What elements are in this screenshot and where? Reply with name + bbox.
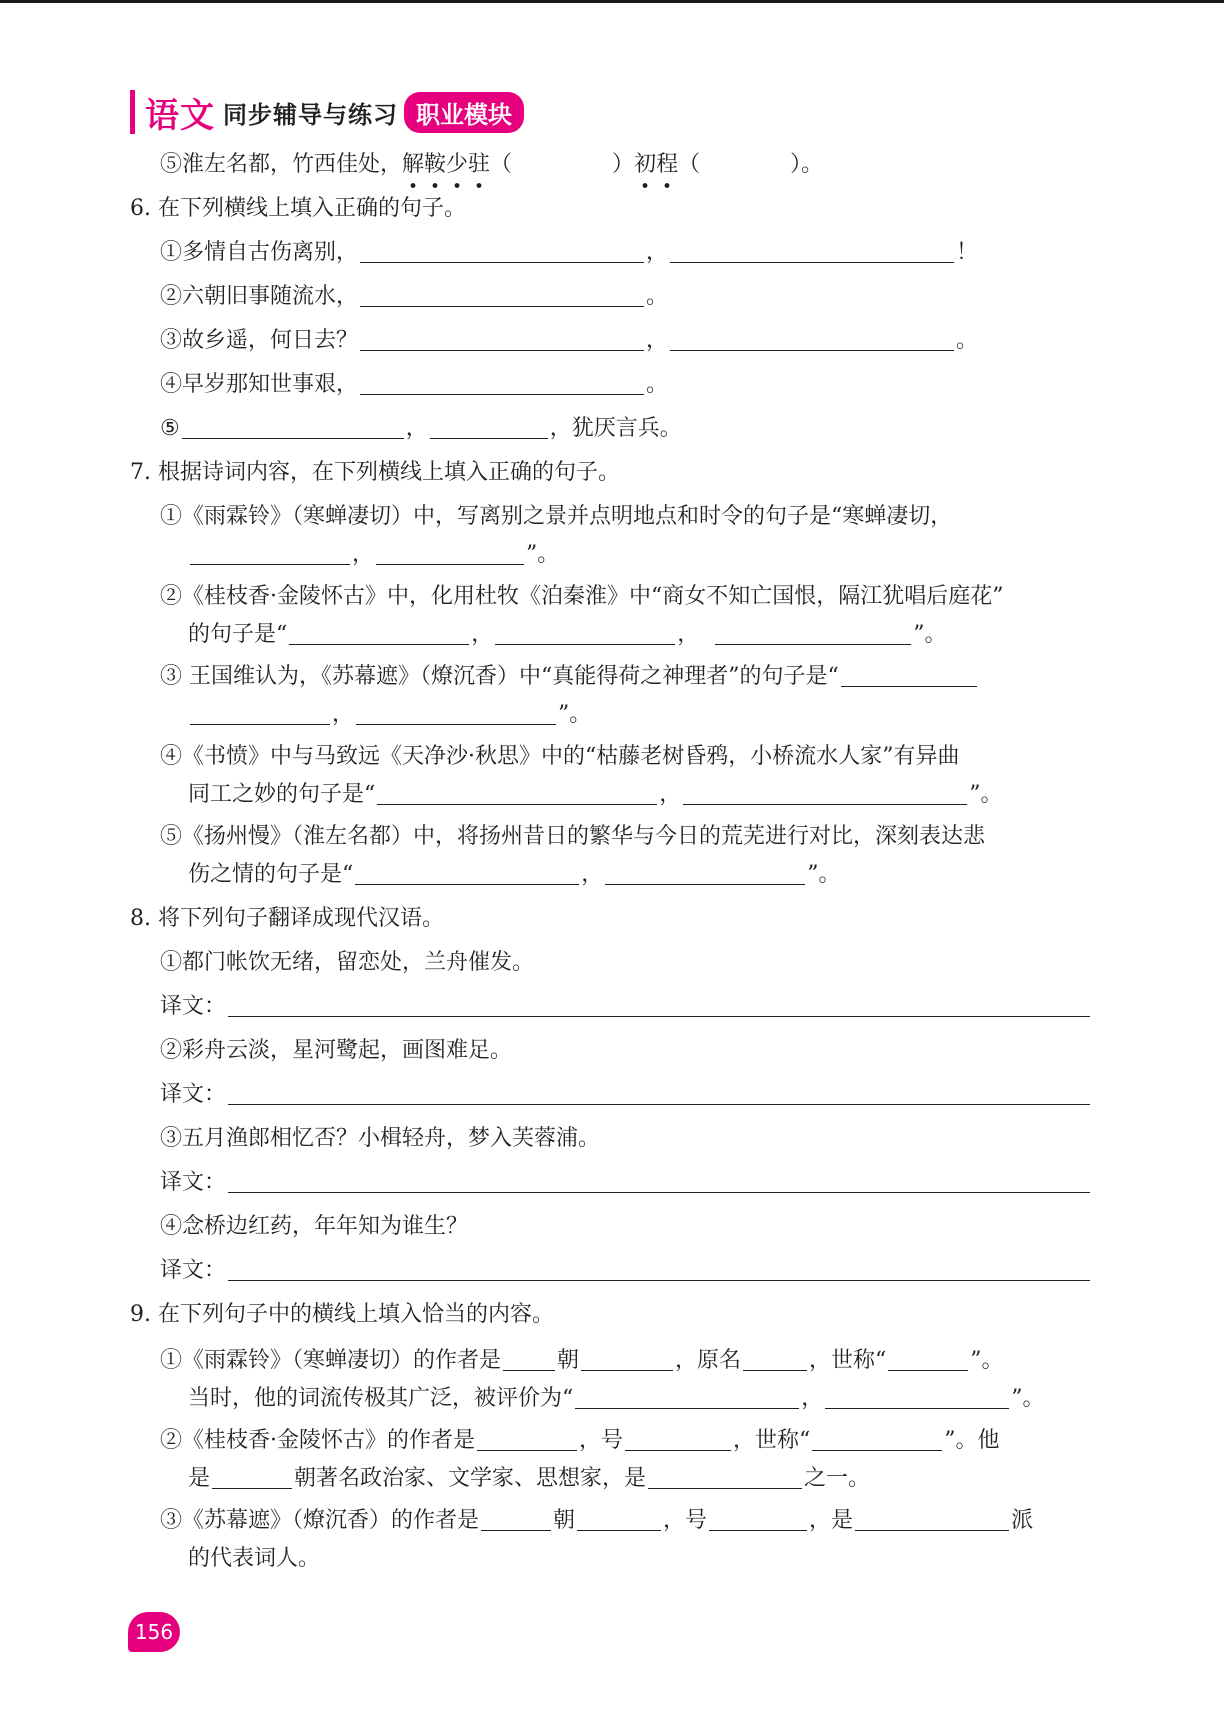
translation-blank[interactable] <box>228 1170 1090 1193</box>
text: ， <box>659 782 682 807</box>
answer-blank[interactable] <box>670 240 954 263</box>
header-accent-bar <box>130 90 135 134</box>
emphasis-text: 解鞍少驻 <box>402 150 490 180</box>
q8-item-4: ④念桥边红药，年年知为谁生？ <box>160 1214 469 1239</box>
text: 之一。 <box>804 1466 871 1491</box>
answer-blank[interactable] <box>360 328 644 351</box>
text: ，世称“ <box>733 1428 811 1453</box>
page-header <box>130 88 524 136</box>
translation-blank[interactable] <box>228 994 1090 1017</box>
text: （ <box>678 152 701 177</box>
q7-item-2-text: ②《桂枝香·金陵怀古》中，化用杜牧《泊秦淮》中“商女不知亡国恨，隔江犹唱后庭花” <box>160 584 1004 609</box>
answer-blank[interactable] <box>855 1508 1009 1531</box>
text: ， <box>646 328 669 353</box>
q8-item-3: ③五月渔郎相忆否？小楫轻舟，梦入芙蓉浦。 <box>160 1126 601 1151</box>
q7-item-3-text <box>160 662 979 692</box>
q6-item-2 <box>160 282 668 312</box>
answer-blank[interactable] <box>715 622 911 645</box>
q8-translation-4 <box>160 1256 1092 1286</box>
answer-blank[interactable] <box>503 1348 555 1371</box>
header-subject: 语文 <box>145 95 215 136</box>
text: 同工之妙的句子是“ <box>188 782 376 807</box>
text: ， <box>332 702 355 727</box>
answer-blank[interactable] <box>360 284 644 307</box>
text: ①多情自古伤离别， <box>160 240 359 265</box>
translation-blank[interactable] <box>228 1258 1090 1281</box>
q7-item-4-text: ④《书愤》中与马致远《天净沙·秋思》中的“枯藤老树昏鸦，小桥流水人家”有异曲 <box>160 744 960 769</box>
q9-item-2-line-1 <box>160 1426 1000 1456</box>
text: 伤之情的句子是“ <box>188 862 354 887</box>
answer-blank[interactable] <box>709 1508 807 1531</box>
q8-item-2: ②彩舟云淡，星河鹭起，画图难足。 <box>160 1038 513 1063</box>
answer-blank[interactable] <box>495 622 675 645</box>
emphasis-text: 初程 <box>634 150 678 180</box>
text: ④早岁那知世事艰， <box>160 372 359 397</box>
answer-blank[interactable] <box>477 1428 577 1451</box>
answer-blank[interactable] <box>683 782 967 805</box>
text: 派 <box>1011 1508 1034 1533</box>
q7-item-2-blanks <box>188 620 947 650</box>
text: ②《桂枝香·金陵怀古》的作者是 <box>160 1428 475 1453</box>
text: ） <box>612 152 635 177</box>
top-border <box>0 0 1224 3</box>
text: ，号 <box>579 1428 624 1453</box>
q6-item-5 <box>160 414 682 444</box>
text: 朝 <box>553 1508 576 1533</box>
text: 。 <box>646 372 669 397</box>
header-series: 同步辅导与练习 <box>223 100 398 129</box>
answer-blank[interactable] <box>812 1428 942 1451</box>
translation-blank[interactable] <box>228 1082 1090 1105</box>
answer-blank[interactable] <box>212 1466 292 1489</box>
q9-item-3-line-1 <box>160 1506 1033 1536</box>
q7-item-1-blanks <box>188 540 559 570</box>
text: ”。 <box>969 782 1003 807</box>
text: ③故乡遥，何日去？ <box>160 328 359 353</box>
answer-blank[interactable] <box>190 702 330 725</box>
answer-blank[interactable] <box>376 542 524 565</box>
text: ”。 <box>558 702 592 727</box>
translation-label: 译文： <box>160 994 227 1019</box>
text: 当时，他的词流传极其广泛，被评价为“ <box>188 1386 574 1411</box>
answer-blank[interactable] <box>481 1508 551 1531</box>
text: 是 <box>188 1466 211 1491</box>
text: ， <box>581 862 604 887</box>
answer-blank[interactable] <box>825 1386 1009 1409</box>
answer-blank[interactable] <box>670 328 954 351</box>
q6-item-4 <box>160 370 668 400</box>
text: ， <box>471 622 494 647</box>
text: ”。 <box>970 1348 1004 1373</box>
q6-item-3 <box>160 326 978 356</box>
text: 朝著名政治家、文学家、思想家，是 <box>294 1466 647 1491</box>
q8-translation-3 <box>160 1168 1092 1198</box>
answer-blank[interactable] <box>190 542 350 565</box>
answer-blank[interactable] <box>182 416 404 439</box>
text: ⑤ <box>160 416 180 441</box>
text: ②六朝旧事随流水， <box>160 284 359 309</box>
q8-translation-2 <box>160 1080 1092 1110</box>
text: ①《雨霖铃》（寒蝉凄切）的作者是 <box>160 1348 502 1373</box>
text: ， <box>801 1386 824 1411</box>
answer-blank[interactable] <box>841 664 977 687</box>
text: ， <box>677 622 700 647</box>
question-9-title: 9. 在下列句子中的横线上填入恰当的内容。 <box>130 1302 554 1327</box>
answer-blank[interactable] <box>289 622 469 645</box>
text: ， <box>646 240 669 265</box>
text: ③《苏幕遮》（燎沉香）的作者是 <box>160 1508 480 1533</box>
q7-item-5-blanks <box>188 860 841 890</box>
answer-blank[interactable] <box>575 1386 799 1409</box>
header-badge: 职业模块 <box>404 92 524 133</box>
text: 朝 <box>557 1348 580 1373</box>
question-6-title: 6. 在下列横线上填入正确的句子。 <box>130 196 466 221</box>
answer-blank[interactable] <box>743 1348 807 1371</box>
answer-blank[interactable] <box>377 782 657 805</box>
answer-blank[interactable] <box>360 372 644 395</box>
answer-blank[interactable] <box>355 862 579 885</box>
answer-blank[interactable] <box>430 416 548 439</box>
text: ⑤淮左名都，竹西佳处， <box>160 152 403 177</box>
answer-blank[interactable] <box>356 702 556 725</box>
translation-label: 译文： <box>160 1170 227 1195</box>
answer-blank[interactable] <box>577 1508 661 1531</box>
answer-blank[interactable] <box>605 862 805 885</box>
q6-item-1 <box>160 238 978 268</box>
q9-item-3-line-2: 的代表词人。 <box>188 1546 321 1571</box>
q7-item-5-text: ⑤《扬州慢》（淮左名都）中，将扬州昔日的繁华与今日的荒芜进行对比，深刻表达悲 <box>160 824 986 849</box>
text: 的句子是“ <box>188 622 288 647</box>
answer-blank[interactable] <box>648 1466 802 1489</box>
text: ”。他 <box>944 1428 1000 1453</box>
text: ”。 <box>913 622 947 647</box>
q9-item-1-line-2 <box>188 1384 1045 1414</box>
text: ”。 <box>1011 1386 1045 1411</box>
text: ，是 <box>809 1508 854 1533</box>
text: ，犹厌言兵。 <box>549 416 682 441</box>
q7-item-4-blanks <box>188 780 1003 810</box>
text: ， <box>352 542 375 567</box>
text: ，原名 <box>675 1348 742 1373</box>
text: （ <box>490 152 513 177</box>
q8-item-1: ①都门帐饮无绪，留恋处，兰舟催发。 <box>160 950 535 975</box>
translation-label: 译文： <box>160 1082 227 1107</box>
text: ”。 <box>807 862 841 887</box>
answer-blank[interactable] <box>360 240 644 263</box>
q8-translation-1 <box>160 992 1092 1022</box>
answer-blank[interactable] <box>625 1428 731 1451</box>
q5-line <box>160 150 823 180</box>
text: ！ <box>956 240 979 265</box>
text: ③ 王国维认为，《苏幕遮》（燎沉香）中“真能得荷之神理者”的句子是“ <box>160 664 839 689</box>
page-number: 156 <box>128 1612 180 1652</box>
text: ，世称“ <box>809 1348 887 1373</box>
question-7-title: 7. 根据诗词内容，在下列横线上填入正确的句子。 <box>130 460 620 485</box>
text: 。 <box>646 284 669 309</box>
q7-item-1-text: ①《雨霖铃》（寒蝉凄切）中，写离别之景并点明地点和时令的句子是“寒蝉凄切， <box>160 504 953 529</box>
q9-item-1-line-1 <box>160 1346 1004 1376</box>
q9-item-2-line-2 <box>188 1464 870 1494</box>
text: ，号 <box>663 1508 708 1533</box>
question-8-title: 8. 将下列句子翻译成现代汉语。 <box>130 906 444 931</box>
text: ”。 <box>526 542 560 567</box>
answer-blank[interactable] <box>888 1348 968 1371</box>
q7-item-3-blanks <box>188 700 591 730</box>
text: ， <box>405 416 428 441</box>
text: ）。 <box>790 152 824 177</box>
translation-label: 译文： <box>160 1258 227 1283</box>
text: 。 <box>956 328 979 353</box>
answer-blank[interactable] <box>581 1348 673 1371</box>
